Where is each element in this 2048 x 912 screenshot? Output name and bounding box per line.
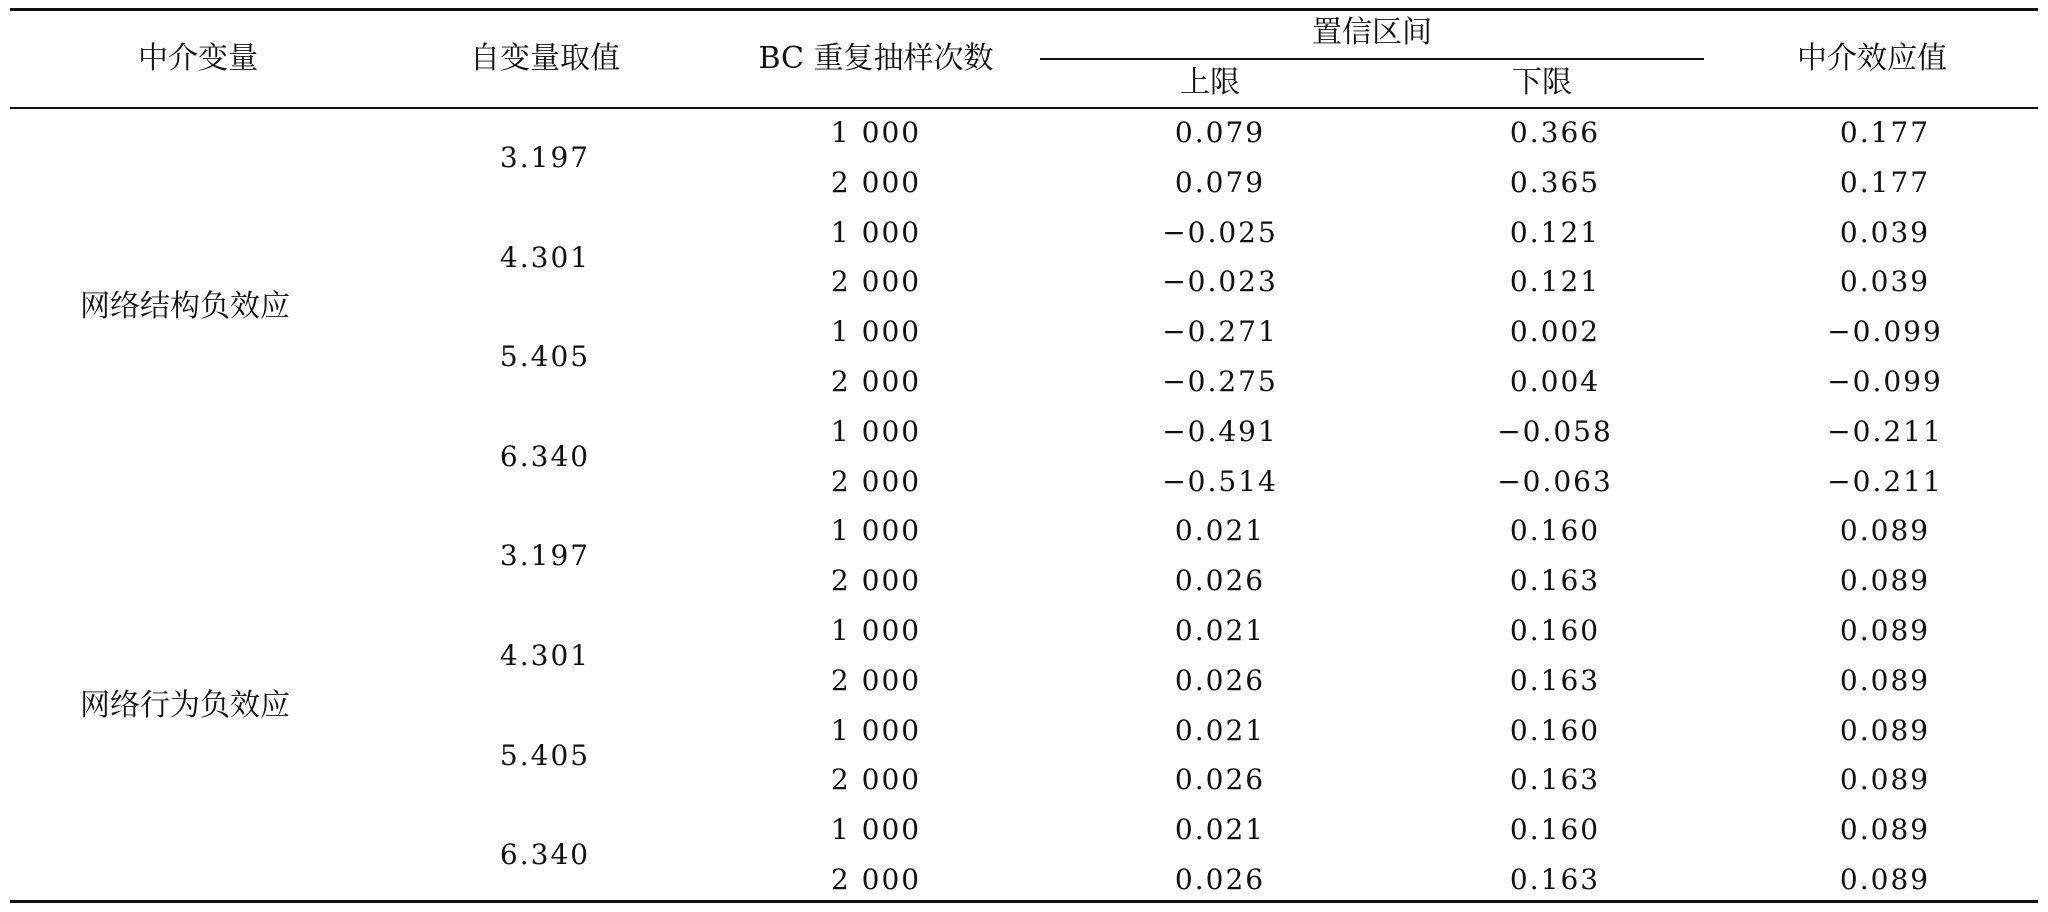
effect-value: 0.039	[1839, 215, 1931, 249]
x-value: 3.197	[499, 140, 591, 174]
ci-lower-value: 0.163	[1509, 763, 1601, 797]
ci-upper-value: 0.021	[1174, 713, 1266, 747]
x-value: 6.340	[499, 838, 591, 872]
ci-lower-value: 0.365	[1509, 165, 1601, 199]
ci-lower-value: 0.121	[1509, 215, 1601, 249]
ci-lower-value: −0.063	[1497, 464, 1613, 498]
ci-lower-value: −0.058	[1497, 414, 1613, 448]
effect-value: 0.089	[1839, 614, 1931, 647]
mediator-label: 网络结构负效应	[80, 289, 290, 325]
ci-upper-value: 0.026	[1174, 663, 1266, 697]
x-value: 3.197	[499, 539, 591, 573]
header-bootstrap: BC 重复抽样次数	[758, 41, 994, 76]
effect-value: −0.211	[1827, 414, 1943, 448]
ci-upper-value: 0.021	[1174, 514, 1266, 548]
ci-upper-value: 0.026	[1174, 863, 1266, 896]
bootstrap-count: 2 000	[830, 265, 922, 299]
ci-lower-value: 0.163	[1509, 663, 1601, 697]
bootstrap-count: 1 000	[830, 813, 922, 847]
bootstrap-count: 2 000	[830, 763, 922, 797]
ci-upper-value: −0.271	[1162, 315, 1278, 349]
ci-subheader-rule	[1040, 58, 1704, 60]
effect-value: 0.089	[1839, 863, 1931, 896]
x-value: 6.340	[499, 439, 591, 473]
ci-lower-value: 0.160	[1509, 514, 1601, 548]
ci-lower-value: 0.366	[1509, 116, 1601, 149]
header-ci-upper: 上限	[1180, 65, 1240, 100]
ci-lower-value: 0.163	[1509, 564, 1601, 598]
header-ci: 置信区间	[1312, 15, 1432, 50]
ci-upper-value: 0.079	[1174, 116, 1266, 149]
effect-value: −0.099	[1827, 365, 1943, 398]
bootstrap-count: 2 000	[830, 564, 922, 598]
table-top-rule	[10, 8, 2038, 11]
bootstrap-count: 1 000	[830, 116, 922, 149]
effect-value: 0.039	[1839, 265, 1931, 299]
effect-value: 0.089	[1839, 514, 1931, 548]
bootstrap-count: 1 000	[830, 315, 922, 349]
header-mediator: 中介变量	[138, 41, 258, 76]
header-effect: 中介效应值	[1797, 41, 1947, 76]
x-value: 5.405	[499, 340, 591, 374]
ci-upper-value: 0.021	[1174, 614, 1266, 647]
effect-value: −0.211	[1827, 464, 1943, 498]
bootstrap-count: 1 000	[830, 514, 922, 548]
x-value: 4.301	[499, 240, 591, 274]
ci-upper-value: −0.514	[1162, 464, 1278, 498]
ci-upper-value: 0.021	[1174, 813, 1266, 847]
bootstrap-count: 2 000	[830, 863, 922, 896]
bootstrap-count: 2 000	[830, 165, 922, 199]
ci-upper-value: −0.025	[1162, 215, 1278, 249]
bootstrap-count: 2 000	[830, 464, 922, 498]
header-x-value: 自变量取值	[470, 41, 620, 76]
ci-upper-value: 0.026	[1174, 763, 1266, 797]
effect-value: −0.099	[1827, 315, 1943, 349]
header-ci-lower: 下限	[1512, 65, 1572, 100]
ci-upper-value: −0.491	[1162, 414, 1278, 448]
ci-upper-value: 0.079	[1174, 165, 1266, 199]
ci-lower-value: 0.160	[1509, 614, 1601, 647]
effect-value: 0.089	[1839, 713, 1931, 747]
effect-value: 0.089	[1839, 663, 1931, 697]
effect-value: 0.177	[1839, 165, 1931, 199]
ci-lower-value: 0.002	[1509, 315, 1601, 349]
effect-value: 0.177	[1839, 116, 1931, 149]
effect-value: 0.089	[1839, 763, 1931, 797]
ci-upper-value: −0.023	[1162, 265, 1278, 299]
mediator-label: 网络行为负效应	[80, 687, 290, 723]
ci-lower-value: 0.163	[1509, 863, 1601, 896]
bootstrap-count: 1 000	[830, 414, 922, 448]
ci-lower-value: 0.121	[1509, 265, 1601, 299]
ci-lower-value: 0.004	[1509, 365, 1601, 398]
table-bottom-rule	[10, 900, 2038, 903]
x-value: 4.301	[499, 638, 591, 672]
ci-lower-value: 0.160	[1509, 813, 1601, 847]
bootstrap-count: 2 000	[830, 365, 922, 398]
ci-upper-value: 0.026	[1174, 564, 1266, 598]
x-value: 5.405	[499, 738, 591, 772]
bootstrap-count: 1 000	[830, 614, 922, 647]
ci-lower-value: 0.160	[1509, 713, 1601, 747]
bootstrap-count: 2 000	[830, 663, 922, 697]
bootstrap-count: 1 000	[830, 713, 922, 747]
effect-value: 0.089	[1839, 564, 1931, 598]
bootstrap-count: 1 000	[830, 215, 922, 249]
ci-upper-value: −0.275	[1162, 365, 1278, 398]
table-header-rule	[10, 107, 2038, 109]
effect-value: 0.089	[1839, 813, 1931, 847]
